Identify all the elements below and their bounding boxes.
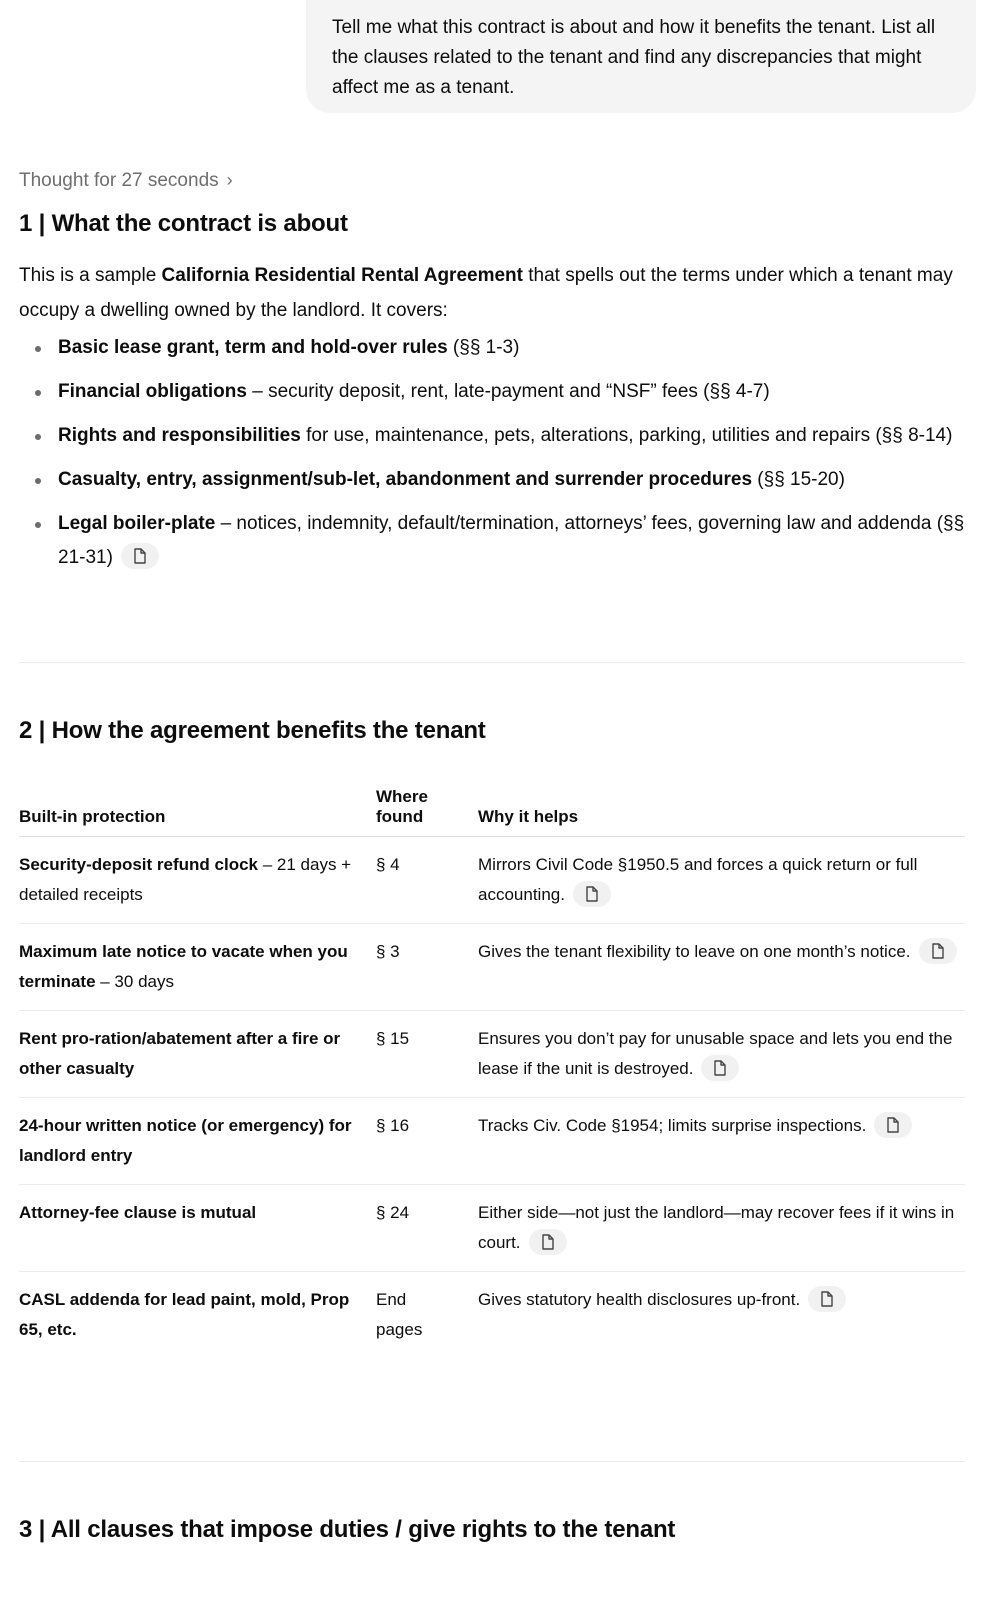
table-row xyxy=(19,1185,965,1272)
table-row xyxy=(19,924,965,1011)
protection-cell: Maximum late notice to vacate when you terminate – 30 days xyxy=(19,924,376,1011)
why-cell: Either side—not just the landlord—may recover fees if it wins in court. xyxy=(478,1185,965,1272)
source-citation-button[interactable] xyxy=(573,881,611,907)
section-1-heading: 1 | What the contract is about xyxy=(19,210,348,237)
where-cell: § 4 xyxy=(376,837,478,924)
why-cell: Gives statutory health disclosures up-front. xyxy=(478,1272,965,1359)
where-cell: § 24 xyxy=(376,1185,478,1272)
user-message-bubble xyxy=(306,0,976,113)
table-row xyxy=(19,1098,965,1185)
why-cell: Ensures you don’t pay for unusable space and lets you end the lease if the unit is destroyed. xyxy=(478,1011,965,1098)
document-icon xyxy=(713,1060,727,1076)
thought-toggle[interactable] xyxy=(19,170,233,192)
protection-cell: Attorney-fee clause is mutual xyxy=(19,1185,376,1272)
protection-cell: CASL addenda for lead paint, mold, Prop 65, etc. xyxy=(19,1290,350,1339)
source-citation-button[interactable] xyxy=(874,1112,912,1138)
document-icon xyxy=(541,1234,555,1250)
table-header-row xyxy=(19,787,965,837)
column-header: Where found xyxy=(376,787,478,837)
source-citation-button[interactable] xyxy=(808,1286,846,1312)
list-item: Casualty, entry, assignment/sub-let, abandonment and surrender procedures (§§ 15-20) xyxy=(19,463,969,497)
section-1-intro: This is a sample California Residential Rental Agreement that spells out the terms under which a tenant may occupy a dwelling owned by the landlord. It covers: xyxy=(19,265,953,321)
thought-label: Thought for 27 seconds xyxy=(19,170,219,191)
source-citation-button[interactable] xyxy=(701,1055,739,1081)
where-cell: End pages xyxy=(376,1290,423,1339)
protection-cell: 24-hour written notice (or emergency) for landlord entry xyxy=(19,1098,376,1185)
agreement-name: California Residential Rental Agreement xyxy=(161,265,523,286)
coverage-list xyxy=(19,331,969,585)
document-icon xyxy=(931,943,945,959)
why-cell: Mirrors Civil Code §1950.5 and forces a quick return or full accounting. xyxy=(478,837,965,924)
where-cell: § 3 xyxy=(376,924,478,1011)
source-citation-button[interactable] xyxy=(919,938,957,964)
document-icon xyxy=(133,548,147,564)
protection-cell: Rent pro-ration/abatement after a fire or other casualty xyxy=(19,1011,376,1098)
section-divider xyxy=(19,1461,965,1462)
section-3-heading: 3 | All clauses that impose duties / give rights to the tenant xyxy=(19,1516,676,1543)
why-cell: Gives the tenant flexibility to leave on one month’s notice. xyxy=(478,924,965,1011)
table-row xyxy=(19,1272,965,1359)
source-citation-button[interactable] xyxy=(121,543,159,569)
table-row xyxy=(19,1011,965,1098)
list-item: Legal boiler-plate – notices, indemnity, default/termination, attorneys’ fees, governing law and addenda (§§ 21-31) xyxy=(19,507,969,575)
benefits-table xyxy=(19,787,965,1358)
chevron-right-icon: › xyxy=(226,169,233,190)
section-2-heading: 2 | How the agreement benefits the tenant xyxy=(19,717,486,744)
document-icon xyxy=(820,1291,834,1307)
table-row xyxy=(19,837,965,924)
section-divider xyxy=(19,662,965,663)
list-item: Basic lease grant, term and hold-over rules (§§ 1-3) xyxy=(19,331,969,365)
user-message-text: Tell me what this contract is about and how it benefits the tenant. List all the clauses related to the tenant and find any discrepancies that might affect me as a tenant. xyxy=(332,17,936,98)
source-citation-button[interactable] xyxy=(529,1229,567,1255)
where-cell: § 15 xyxy=(376,1011,478,1098)
where-cell: § 16 xyxy=(376,1098,478,1185)
why-cell: Tracks Civ. Code §1954; limits surprise inspections. xyxy=(478,1098,965,1185)
list-item: Rights and responsibilities for use, maintenance, pets, alterations, parking, utilities and repairs (§§ 8-14) xyxy=(19,419,969,453)
document-icon xyxy=(886,1117,900,1133)
list-item: Financial obligations – security deposit, rent, late-payment and “NSF” fees (§§ 4-7) xyxy=(19,375,969,409)
column-header: Why it helps xyxy=(478,787,965,837)
document-icon xyxy=(585,886,599,902)
protection-cell: Security-deposit refund clock – 21 days + detailed receipts xyxy=(19,837,376,924)
column-header: Built-in protection xyxy=(19,787,376,837)
